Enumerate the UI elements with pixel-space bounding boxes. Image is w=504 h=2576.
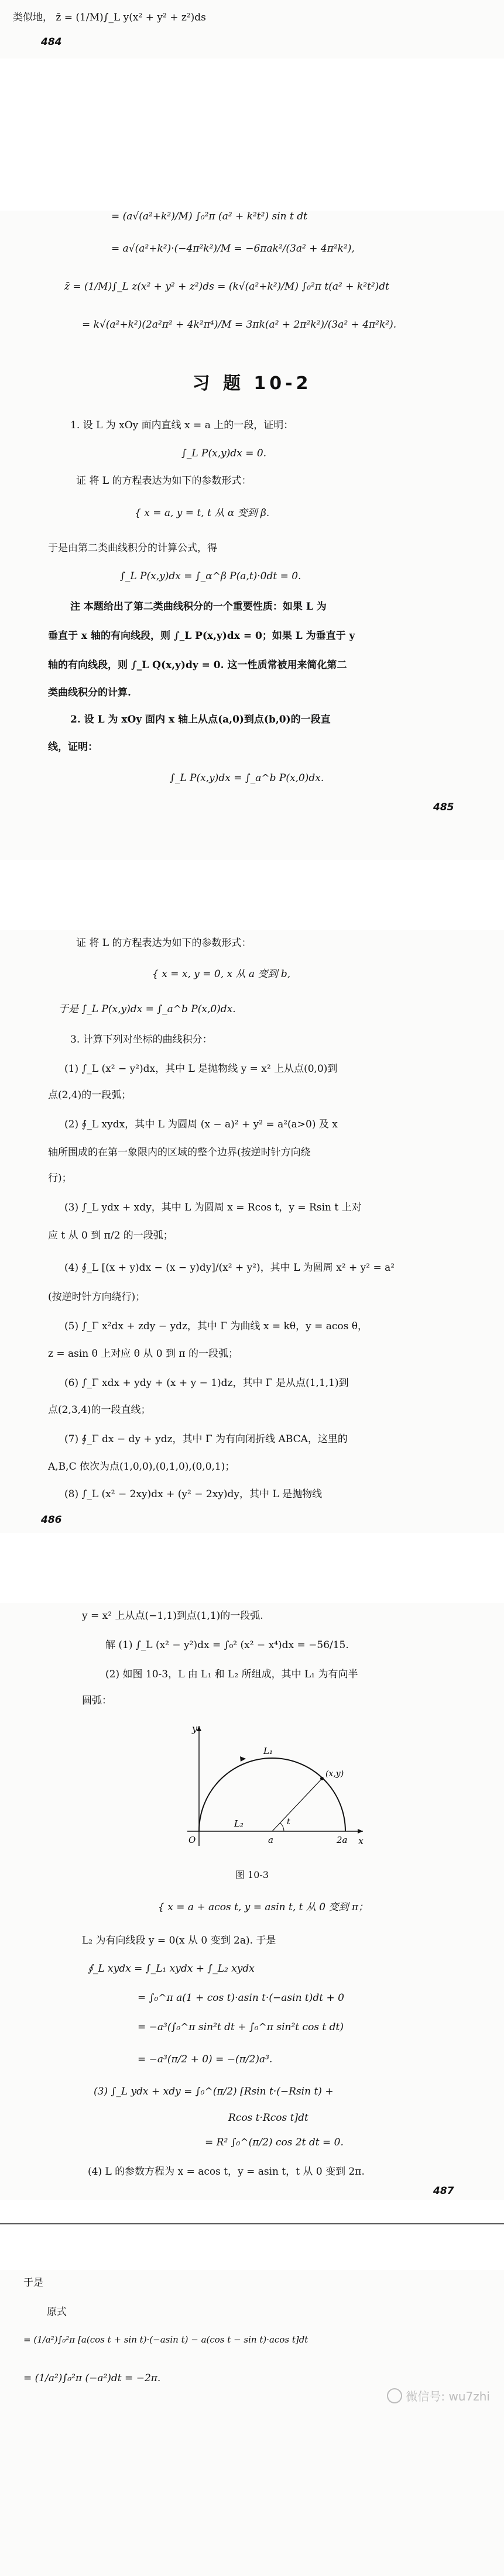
integral-step-4: = −a³(π/2 + 0) = −(π/2)a³. [138,2054,273,2065]
problem-3-4-line-1: (4) ∮_L [(x + y)dx − (x − y)dy]/(x² + y²)，其中 L 为圆周 x² + y² = a² [64,1262,395,1274]
solution-3-2-line-1: (2) 如图 10-3，L 由 L₁ 和 L₂ 所组成，其中 L₁ 为有向半 [105,1669,358,1680]
formula-line-4: = k√(a²+k²)(2a²π² + 4k²π⁴)/M = 3πk(a² + 2π²k²)/(3a² + 4π²k²). [82,319,397,331]
page-gap [0,1533,504,1603]
proof-1-result: ∫_L P(x,y)dx = ∫_α^β P(a,t)·0dt = 0. [120,570,301,582]
proof-1-intro: 证 将 L 的方程表达为如下的参数形式： [76,475,252,487]
page-gap [0,860,504,930]
page-number-486: 486 [41,1514,62,1526]
solution-3-4-line-5: = (1/a²)∫₀²π (−a²)dt = −2π. [23,2372,161,2384]
exercise-heading: 习 题 10-2 [192,373,312,394]
page-487 [0,1603,504,2200]
problem-3-1-line-1: (1) ∫_L (x² − y²)dx，其中 L 是抛物线 y = x² 上从点(0,0)到 [64,1063,338,1075]
problem-3-7-line-2: A,B,C 依次为点(1,0,0),(0,1,0),(0,0,1)； [48,1461,235,1473]
solution-3-3-line-2: Rcos t·Rcos t]dt [228,2112,308,2124]
axis-y-label: y [192,1723,198,1734]
problem-3-5-line-2: z = asin θ 上对应 θ 从 0 到 π 的一段弧； [48,1348,238,1360]
tick-2a-label: 2a [337,1835,348,1845]
l1-param: { x = a + acos t, y = asin t, t 从 0 变到 π； [158,1901,369,1913]
problem-2-line-1: 2. 设 L 为 xOy 面内 x 轴上从点(a,0)到点(b,0)的一段直 [70,714,331,725]
page-number-487: 487 [433,2185,454,2197]
page-488-fragment [0,2270,504,2576]
solution-3-2-line-2: 圆弧： [82,1695,112,1707]
solution-3-1: 解 (1) ∫_L (x² − y²)dx = ∫₀² (x² − x⁴)dx = −56/15. [105,1639,349,1651]
point-label: (x,y) [325,1769,344,1779]
problem-3-4-line-2: (按逆时针方向绕行)； [48,1291,146,1303]
segment-l2-label: L₂ [234,1818,244,1829]
solution-3-4-line-2: 于是 [23,2277,43,2289]
problem-3-7-line-1: (7) ∮_Γ dx − dy + ydz，其中 Γ 为有向闭折线 ABCA，这里的 [64,1433,348,1445]
formula-line-1: = (a√(a²+k²)/M) ∫₀²π (a² + k²t²) sin t dt [111,211,307,222]
centroid-y-formula: 类似地， z̄ = (1/M)∫_L y(x² + y² + z²)ds [13,12,206,23]
proof-2-result: 于是 ∫_L P(x,y)dx = ∫_a^b P(x,0)dx. [59,1003,236,1015]
integral-step-3: = −a³(∫₀^π sin²t dt + ∫₀^π sin²t cos t dt) [138,2021,344,2033]
problem-2-line-2: 线，证明： [48,741,98,753]
integral-step-1: ∮_L xydx = ∫_L₁ xydx + ∫_L₂ xydx [88,1963,255,1975]
integral-step-2: = ∫₀^π a(1 + cos t)·asin t·(−asin t)dt + 0 [138,1992,344,2004]
problem-3-6-line-1: (6) ∫_Γ xdx + ydy + (x + y − 1)dz，其中 Γ 是从点(1,1,1)到 [64,1377,349,1389]
problem-3-3-line-2: 应 t 从 0 到 π/2 的一段弧； [48,1230,173,1241]
solution-3-3-line-3: = R² ∫₀^(π/2) cos 2t dt = 0. [205,2137,344,2148]
problem-3-6-line-2: 点(2,3,4)的一段直线； [48,1404,151,1416]
problem-3-2-line-2: 轴所围成的在第一象限内的区域的整个边界(按逆时针方向绕 [48,1147,311,1158]
problem-3-1-line-2: 点(2,4)的一段弧； [48,1089,132,1101]
watermark-text: 微信号: wu7zhi [406,2389,490,2403]
solution-3-4-line-1: (4) L 的参数方程为 x = acos t，y = asin t，t 从 0 变到 2π. [88,2166,365,2178]
problem-3-8-line-2: y = x² 上从点(−1,1)到点(1,1)的一段弧. [82,1610,263,1622]
origin-label: O [188,1835,196,1845]
angle-t-label: t [287,1817,290,1827]
problem-3-8-line-1: (8) ∫_L (x² − 2xy)dx + (y² − 2xy)dy，其中 L 是抛物线 [64,1488,323,1500]
formula-line-3: z̄ = (1/M)∫_L z(x² + y² + z²)ds = (k√(a²+k²)/M) ∫₀²π t(a² + k²t²)dt [64,281,389,293]
solution-3-4-line-4: = (1/a²)∫₀²π [a(cos t + sin t)·(−asin t) − a(cos t − sin t)·acos t]dt [23,2334,308,2345]
note-line-2: 垂直于 x 轴的有向线段，则 ∫_L P(x,y)dx = 0；如果 L 为垂直于 y [48,630,355,642]
problem-3-heading: 3. 计算下列对坐标的曲线积分： [70,1034,212,1045]
note-line-3: 轴的有向线段，则 ∫_L Q(x,y)dy = 0. 这一性质常被用来简化第二 [48,659,347,671]
page-484-fragment [0,0,504,59]
axis-x-label: x [358,1835,364,1846]
figure-10-3 [176,1720,369,1855]
curve-l1-label: L₁ [263,1746,273,1756]
l2-definition: L₂ 为有向线段 y = 0(x 从 0 变到 2a). 于是 [82,1935,276,1946]
note-line-1: 注 本题给出了第二类曲线积分的一个重要性质：如果 L 为 [70,601,327,613]
page-gap [0,59,504,211]
problem-3-2-line-3: 行)； [48,1172,72,1184]
wechat-icon [387,2388,402,2403]
problem-1-statement: 1. 设 L 为 xOy 面内直线 x = a 上的一段，证明： [70,419,294,431]
problem-3-5-line-1: (5) ∫_Γ x²dx + zdy − ydz，其中 Γ 为曲线 x = kθ，y = acos θ， [64,1320,368,1332]
note-line-4: 类曲线积分的计算. [48,687,131,699]
proof-2-intro: 证 将 L 的方程表达为如下的参数形式： [76,937,252,949]
problem-1-claim: ∫_L P(x,y)dx = 0. [181,448,267,459]
page-number-484: 484 [41,36,62,48]
page-divider [0,2223,504,2224]
page-486 [0,930,504,1533]
problem-2-claim: ∫_L P(x,y)dx = ∫_a^b P(x,0)dx. [170,772,324,784]
formula-line-2: = a√(a²+k²)·(−4π²k²)/M = −6πak²/(3a² + 4π²k²), [111,243,355,254]
problem-3-2-line-1: (2) ∮_L xydx，其中 L 为圆周 (x − a)² + y² = a²(a>0) 及 x [64,1119,338,1130]
figure-caption: 图 10-3 [235,1869,269,1880]
proof-2-param: { x = x, y = 0, x 从 a 变到 b, [152,968,291,980]
problem-3-3-line-1: (3) ∫_L ydx + xdy，其中 L 为圆周 x = Rcos t，y = Rsin t 上对 [64,1202,362,1213]
solution-3-4-line-3: 原式 [47,2306,67,2318]
watermark [387,2387,490,2404]
page-number-485: 485 [433,802,454,813]
proof-1-text: 于是由第二类曲线积分的计算公式，得 [48,542,217,554]
page-gap [0,2200,504,2270]
tick-a-label: a [268,1835,273,1845]
proof-1-param: { x = a, y = t, t 从 α 变到 β. [135,507,270,519]
solution-3-3-line-1: (3) ∫_L ydx + xdy = ∫₀^(π/2) [Rsin t·(−Rsin t) + [94,2086,334,2097]
